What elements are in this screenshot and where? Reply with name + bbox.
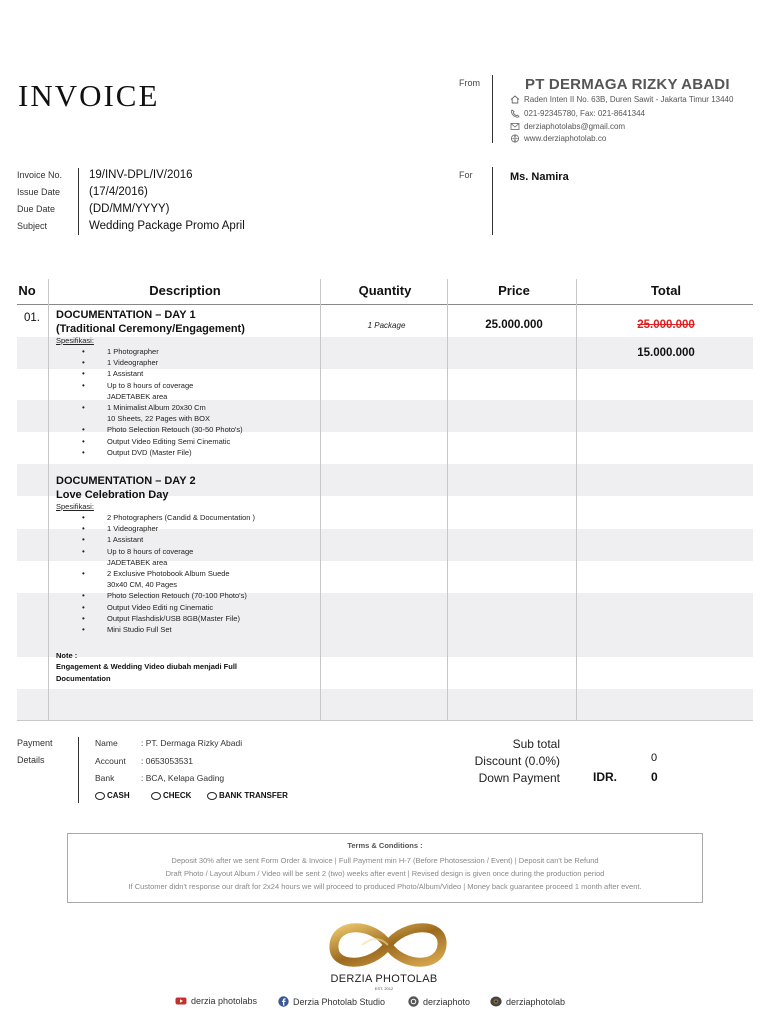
down-payment-value: 0 — [651, 770, 658, 784]
pay-name-key: Name — [95, 738, 118, 748]
pay-account-value: : 0653053531 — [141, 756, 193, 766]
home-icon — [510, 95, 520, 104]
list-item: • 2 Photographers (Candid & Documentation ) — [56, 512, 321, 523]
list-item: 30x40 CM, 40 Pages — [107, 580, 178, 590]
header-price: Price — [498, 283, 530, 298]
option-check[interactable] — [151, 791, 191, 800]
pay-bank-key: Bank — [95, 773, 115, 783]
client-name: Ms. Namira — [510, 171, 569, 183]
day1-spec-list — [56, 346, 321, 458]
list-item: • 1 Photographer — [56, 346, 321, 357]
terms-heading: Terms & Conditions : — [347, 841, 423, 850]
list-item: • 1 Assistant — [56, 534, 321, 545]
col-divider — [447, 279, 448, 721]
details-label: Details — [17, 755, 45, 765]
day1-description — [56, 308, 321, 458]
table-header — [17, 279, 753, 305]
from-label: From — [459, 78, 480, 88]
option-label: CHECK — [163, 791, 192, 800]
social-instagram[interactable] — [408, 996, 470, 1007]
address-text: Raden Inten II No. 63B, Duren Sawit - Jakarta Timur 13440 — [524, 95, 734, 104]
terms-line: Draft Photo / Layout Album / Video will be sent 2 (two) weeks after event | Revised design is given once during the production period — [165, 869, 605, 878]
terms-line: Deposit 30% after we sent Form Order & Invoice | Full Payment min H-7 (Before Photosession / Event) | Deposit can't be Refund — [171, 856, 599, 865]
meta-value: Wedding Package Promo April — [89, 220, 245, 232]
header-total: Total — [650, 283, 682, 298]
list-item: • Output DVD (Master File) — [56, 447, 321, 458]
item-total-original: 25.000.000 — [637, 319, 695, 331]
social-label: derzia photolabs — [191, 996, 258, 1006]
note-block — [56, 650, 321, 684]
option-cash[interactable] — [95, 791, 130, 800]
header-quantity: Quantity — [358, 283, 412, 298]
list-item: JADETABEK area — [107, 391, 168, 401]
list-item: • Output Video Editi ng Cinematic — [56, 602, 321, 613]
meta-key: Subject — [17, 221, 48, 231]
list-item: • 2 Exclusive Photobook Album Suede — [56, 568, 321, 579]
terms-line: If Customer didn't response our draft for 2x24 hours we will proceed to produced Photo/Album/Video | Money back guarantee proceed 1 month after event. — [128, 882, 642, 891]
infinity-logo-icon — [322, 915, 454, 975]
note-text: Engagement & Wedding Video diubah menjadi Full Documentation — [56, 662, 237, 683]
meta-key: Issue Date — [17, 187, 61, 197]
for-label: For — [459, 170, 473, 180]
item-quantity: 1 Package — [367, 321, 406, 330]
option-label: BANK TRANSFER — [219, 791, 288, 800]
meta-key: Invoice No. — [17, 170, 63, 180]
mail-icon — [510, 122, 520, 131]
list-item: • 1 Videographer — [56, 357, 321, 368]
table-bottom-border — [17, 720, 753, 721]
youtube-icon — [175, 996, 187, 1006]
list-item: JADETABEK area — [107, 557, 168, 567]
radio-button[interactable] — [151, 792, 161, 800]
row-stripe — [17, 689, 753, 721]
row-number: 01. — [24, 312, 40, 324]
email-line — [510, 122, 625, 131]
items-table — [17, 279, 753, 721]
email-text: derziaphotolabs@gmail.com — [524, 122, 626, 131]
day1-title: DOCUMENTATION – DAY 1 — [56, 309, 196, 321]
header-description: Description — [149, 283, 221, 298]
list-item: • Output Flashdisk/USB 8GB(Master File) — [56, 613, 321, 624]
website-line — [510, 134, 606, 143]
list-item: • 1 Videographer — [56, 523, 321, 534]
company-name: PT DERMAGA RIZKY ABADI — [525, 76, 730, 93]
discount-value: 0 — [651, 752, 658, 764]
discount-label: Discount (0.0%) — [474, 754, 560, 768]
day1-spec-label: Spesifikasi: — [56, 336, 94, 345]
facebook-icon — [278, 996, 289, 1007]
col-divider — [576, 279, 577, 721]
item-total-discounted: 15.000.000 — [637, 347, 695, 359]
day2-spec-list — [56, 512, 321, 635]
address-line — [510, 95, 733, 104]
list-item: • Up to 8 hours of coverage — [56, 546, 321, 557]
day1-subtitle: (Traditional Ceremony/Engagement) — [56, 323, 245, 335]
for-divider — [492, 167, 493, 235]
invoice-title: INVOICE — [18, 78, 160, 113]
option-label: CASH — [107, 791, 130, 800]
col-divider — [48, 279, 49, 721]
social-camera[interactable] — [490, 996, 565, 1007]
list-item: 10 Sheets, 22 Pages with BOX — [107, 414, 210, 424]
instagram-icon — [408, 996, 419, 1007]
list-item: • 1 Minimalist Album 20x30 Cm — [56, 402, 321, 413]
day2-title: DOCUMENTATION – DAY 2 — [56, 475, 196, 487]
website-text: www.derziaphotolab.co — [524, 134, 607, 143]
meta-value: 19/INV-DPL/IV/2016 — [89, 169, 193, 181]
day2-description — [56, 474, 321, 635]
brand-name: DERZIA PHOTOLAB — [330, 973, 438, 985]
day2-spec-label: Spesifikasi: — [56, 502, 94, 511]
phone-icon — [510, 109, 520, 118]
social-label: derziaphotolab — [506, 996, 566, 1007]
meta-value: (DD/MM/YYYY) — [89, 203, 170, 215]
social-label: Derzia Photolab Studio — [293, 996, 386, 1007]
social-facebook[interactable] — [278, 996, 385, 1007]
radio-button[interactable] — [207, 792, 217, 800]
header-no: No — [18, 283, 36, 298]
list-item: • 1 Assistant — [56, 368, 321, 379]
item-price: 25.000.000 — [485, 319, 543, 331]
subtotal-label: Sub total — [512, 737, 560, 751]
payment-divider — [78, 737, 79, 803]
down-payment-label: Down Payment — [478, 771, 560, 785]
list-item: • Output Video Editing Semi Cinematic — [56, 436, 321, 447]
brand-est: EST. 2012 — [374, 986, 394, 991]
social-label: derziaphoto — [423, 996, 471, 1007]
link-icon — [510, 134, 520, 143]
radio-button[interactable] — [95, 792, 105, 800]
camera-icon — [490, 996, 502, 1007]
phone-text: 021-92345780, Fax: 021-8641344 — [524, 109, 645, 118]
pay-account-key: Account — [95, 756, 126, 766]
from-divider — [492, 75, 493, 143]
list-item: • Photo Selection Retouch (70-100 Photo's) — [56, 590, 321, 601]
list-item: • Mini Studio Full Set — [56, 624, 321, 635]
phone-line — [510, 109, 645, 118]
terms-box — [67, 833, 703, 903]
list-item: • Photo Selection Retouch (30-50 Photo's) — [56, 424, 321, 435]
pay-bank-value: : BCA, Kelapa Gading — [141, 773, 225, 783]
meta-key: Due Date — [17, 204, 56, 214]
meta-value: (17/4/2016) — [89, 186, 148, 198]
meta-divider — [78, 168, 79, 235]
pay-name-value: : PT. Dermaga Rizky Abadi — [141, 738, 243, 748]
note-label: Note : — [56, 651, 78, 660]
payment-label: Payment — [17, 738, 53, 748]
day2-subtitle: Love Celebration Day — [56, 489, 169, 501]
list-item: • Up to 8 hours of coverage — [56, 380, 321, 391]
currency-label: IDR. — [593, 770, 617, 784]
option-bank-transfer[interactable] — [207, 791, 288, 800]
social-youtube[interactable] — [175, 996, 257, 1006]
